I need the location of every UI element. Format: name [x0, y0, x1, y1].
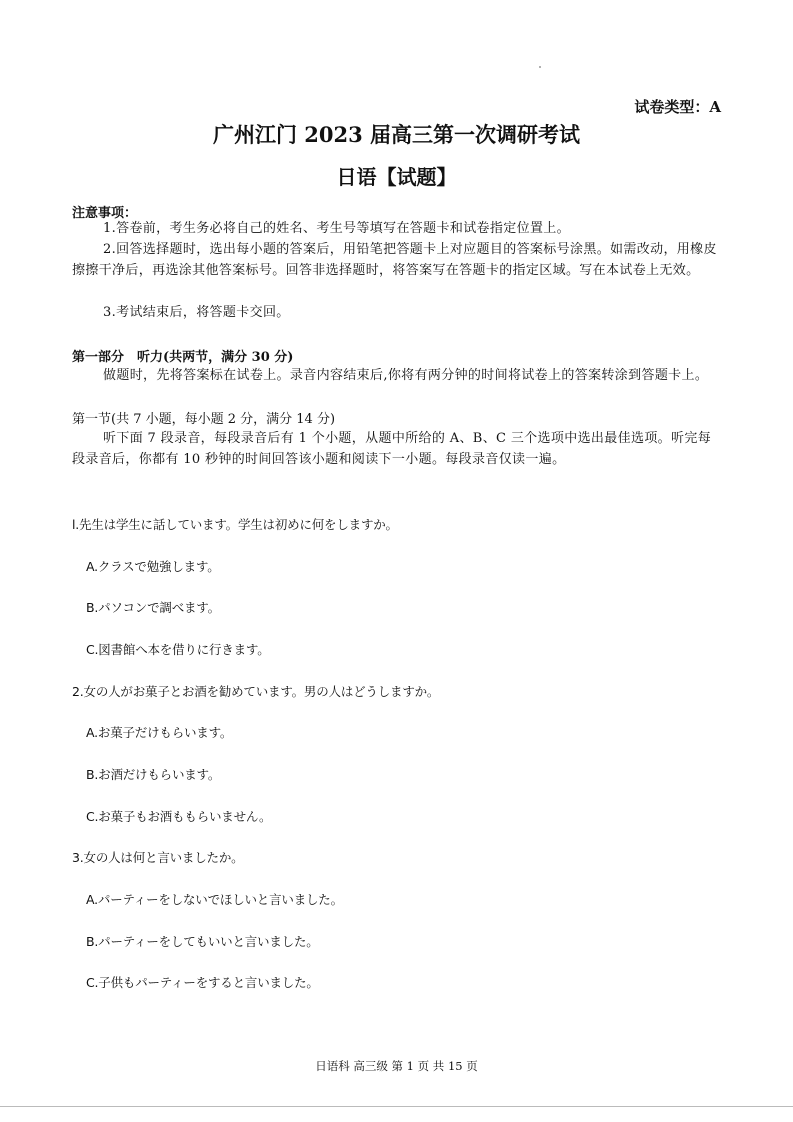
note-item-1: 1.答卷前，考生务必将自己的姓名、考生号等填写在答题卡和试卷指定位置上。: [103, 221, 571, 236]
question-1-option-c: C.図書館へ本を借りに行きます。: [86, 642, 270, 657]
question-2-option-a: A.お菓子だけもらいます。: [86, 725, 233, 740]
question-2-option-b: B.お酒だけもらいます。: [86, 767, 221, 782]
paper-type-label: 试卷类型：A: [634, 98, 721, 116]
notes-heading: 注意事项：: [72, 206, 138, 221]
scan-speck: [539, 66, 541, 68]
question-3-option-b: B.パーティーをしてもいいと言いました。: [86, 934, 319, 949]
exam-title: 广州江门 2023 届高三第一次调研考试: [212, 122, 581, 147]
note-item-2: 2.回答选择题时，选出每小题的答案后，用铅笔把答题卡上对应题目的答案标号涂黑。如需改动，用橡皮擦擦干净后，再选涂其他答案标号。回答非选择题时，将答案写在答题卡的指定区域。写在本试卷上无效。: [72, 242, 717, 278]
part1-intro: 做题时，先将答案标在试卷上。录音内容结束后,你将有两分钟的时间将试卷上的答案转涂到答题卡上。: [103, 368, 709, 383]
question-2-option-c: C.お菓子もお酒ももらいません。: [86, 809, 272, 824]
bottom-divider: [0, 1106, 793, 1107]
section1-intro: 听下面 7 段录音，每段录音后有 1 个小题，从题中所给的 A、B、C 三个选项中选出最佳选项。听完每段录音后，你都有 10 秒钟的时间回答该小题和阅读下一小题。每段录音仅读一遍。: [72, 431, 712, 467]
question-3-option-a: A.パーティーをしないでほしいと言いました。: [86, 892, 343, 907]
page-footer: 日语科 高三级 第 1 页 共 15 页: [315, 1059, 478, 1073]
section1-heading: 第一节(共 7 小题，每小题 2 分，满分 14 分): [72, 412, 336, 427]
question-3: 3.女の人は何と言いましたか。: [72, 850, 244, 865]
note-item-3: 3.考试结束后，将答题卡交回。: [103, 305, 290, 320]
question-2: 2.女の人がお菓子とお酒を勧めています。男の人はどうしますか。: [72, 684, 440, 699]
question-1: l.先生は学生に話しています。学生は初めに何をしますか。: [72, 517, 398, 532]
part1-heading: 第一部分 听力(共两节，满分 30 分): [72, 350, 294, 365]
question-3-option-c: C.子供もパーティーをすると言いました。: [86, 975, 319, 990]
question-1-option-a: A.クラスで勉強します。: [86, 559, 220, 574]
exam-subtitle: 日语【试题】: [336, 165, 457, 189]
question-1-option-b: B.パソコンで調べます。: [86, 600, 220, 615]
